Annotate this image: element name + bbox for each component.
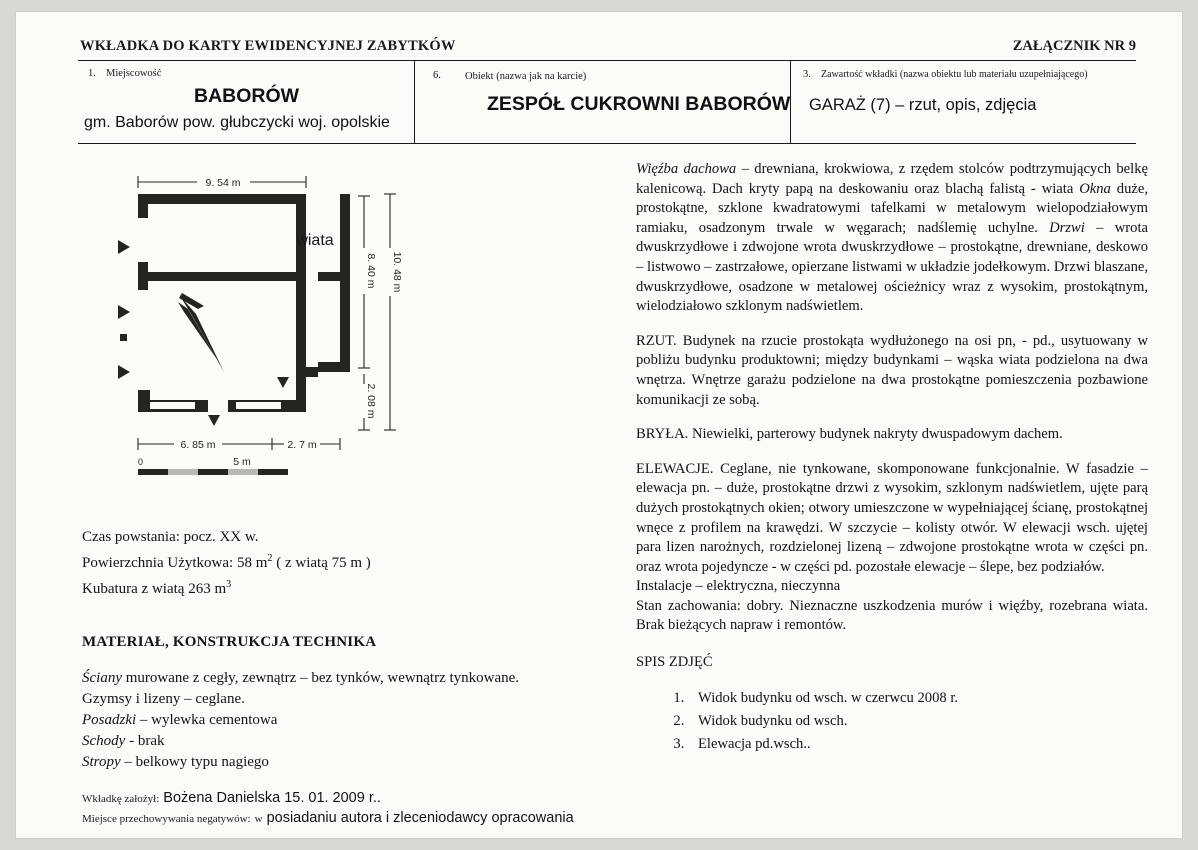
material-stairs xyxy=(82,731,622,752)
term-roof-truss: Więźba dachowa xyxy=(636,161,737,177)
cell-caption-locality: Miejscowość xyxy=(106,68,162,79)
term-doors: Drzwi xyxy=(1049,219,1085,236)
dimension-label-right-lower: 2. 08 m xyxy=(365,383,377,419)
view-marker-triangle-wiata xyxy=(277,377,289,388)
floor-plan-drawing xyxy=(112,162,412,492)
plan-label-wiata: wiata xyxy=(296,232,334,249)
paragraph-rzut: RZUT. Budynek na rzucie prostokąta wydłużonego na osi pn, - pd., usytuowany w pobliżu budynku produktowni; między budynkami – wąska wiata podzielona na dwa wnętrza. Wnętrze garażu podzielone na dwa prostokątne pomieszczenia pozbawione komunikacji ze sobą. xyxy=(636,332,1148,408)
header-cell-content xyxy=(790,61,1136,143)
footer-founder-row xyxy=(82,790,682,806)
cell-number-1: 1. xyxy=(88,68,96,79)
material-floors-term: Posadzki xyxy=(82,712,137,728)
content-description: GARAŻ (7) – rzut, opis, zdjęcia xyxy=(809,96,1037,114)
text-roof-truss: – drewniana, krokwiowa, z rzędem stolców podtrzymujących belkę kalenicową. Dach kryty papą na deskowaniu oraz blachą falistą - wiata xyxy=(636,161,1148,197)
photo-list-item: 3. Elewacja pd.wsch.. xyxy=(688,733,1148,755)
left-column xyxy=(82,527,622,773)
document-title: WKŁADKA DO KARTY EWIDENCYJNEJ ZABYTKÓW xyxy=(80,38,456,54)
material-floors xyxy=(82,710,622,731)
view-marker-triangle-south xyxy=(208,415,220,426)
wall-wiata-south-stub xyxy=(318,362,350,372)
opening-south-right xyxy=(236,402,281,409)
view-marker-triangle-3 xyxy=(118,365,130,379)
construction-date-line xyxy=(82,527,622,548)
locality-admin: gm. Baborów pow. głubczycki woj. opolskie xyxy=(84,114,390,131)
wall-wiata-east xyxy=(340,194,350,372)
negatives-label: Miejsce przechowywania negatywów: xyxy=(82,813,251,825)
paragraph-condition: Stan zachowania: dobry. Nieznaczne uszkodzenia murów i więźby, rozebrana wiata. Brak bieżących napraw i remontów. xyxy=(636,597,1148,634)
material-ceilings-desc: – belkowy typu nagiego xyxy=(120,754,269,770)
dimension-label-right-outer: 10. 48 m xyxy=(391,251,403,293)
floor-plan-svg xyxy=(112,162,412,492)
material-ceilings xyxy=(82,752,622,773)
dimension-label-bottom-right: 2. 7 m xyxy=(287,439,317,451)
material-walls-term: Ściany xyxy=(82,670,122,686)
footer-negatives-row xyxy=(82,810,682,826)
view-marker-triangle-2 xyxy=(118,305,130,319)
material-cornices-desc: Gzymsy i lizeny – ceglane. xyxy=(82,691,245,707)
paragraph-roof-windows-doors xyxy=(636,160,1148,317)
dimension-label-top: 9. 54 m xyxy=(205,177,241,189)
photo-list xyxy=(636,687,1148,755)
volume-exponent: 3 xyxy=(226,579,232,590)
wall-north xyxy=(138,194,306,204)
text-doors: – wrota dwuskrzydłowe i zdwojone wrota dwuskrzydłowe – prostokątne, drewniane, deskowo – listwowo – zastrzałowe, opierzane listwami w układzie jodełkowym. Drzwi blaszane, dwuskrzydłowe, osadzone w metalowej ościeżnicy wraz z wysokim, prostokątnym, wielodziałowo szklonym nadświetlem. xyxy=(636,219,1148,315)
material-cornices xyxy=(82,689,622,710)
founder-value: Bożena Danielska 15. 01. 2009 r.. xyxy=(163,790,381,806)
volume-value: Kubatura z wiatą 263 m xyxy=(82,581,227,597)
dimension-right-outer xyxy=(384,194,396,430)
header-table xyxy=(78,60,1136,144)
usable-area-with-shelter: ( z wiatą 75 m ) xyxy=(272,555,371,571)
negatives-value: posiadaniu autora i zleceniodawcy opracowania xyxy=(266,810,574,826)
header-cell-object xyxy=(414,61,790,143)
paragraph-installations: Instalacje – elektryczna, nieczynna xyxy=(636,578,841,595)
wall-internal-divider xyxy=(142,272,306,281)
volume-line xyxy=(82,574,622,600)
north-arrow-icon xyxy=(178,293,224,372)
usable-area-value: Powierzchnia Użytkowa: 58 m xyxy=(82,555,268,571)
paragraph-elewacje: ELEWACJE. Ceglane, nie tynkowane, skomponowane funkcjonalnie. W fasadzie – elewacja pn. – duże, prostokątne drzwi z wysokim, szklonym nadświetlem, ujęte parą dużych prostokątnych okien; otwory umieszczone w wypełniającej ścianę, prostokątnej wnęce z profilem na krawędzi. W szczycie – kolisty otwór. W elewacji wsch. ujętej para lizen narożnych, rozdzielonej lizeną – zdwojone prostokątne wrota w części pn. oraz wrota pojedyncze - w części pd. pozostałe elewacje – ślepe, bez podziałów. xyxy=(636,460,1148,575)
construction-date: Czas powstania: pocz. XX w. xyxy=(82,529,259,545)
material-floors-desc: – wylewka cementowa xyxy=(136,712,278,728)
wall-west-upper-stub xyxy=(138,194,148,218)
right-column xyxy=(636,160,1148,756)
material-stairs-term: Schody xyxy=(82,733,126,749)
footer xyxy=(82,790,682,830)
dimension-label-bottom-left: 6. 85 m xyxy=(180,439,216,451)
document-page xyxy=(16,12,1182,838)
cell-caption-object: Obiekt (nazwa jak na karcie) xyxy=(465,71,587,82)
annex-number: ZAŁĄCZNIK NR 9 xyxy=(1012,38,1136,54)
photo-list-heading: SPIS ZDJĘĆ xyxy=(636,654,713,671)
wall-wiata-divider xyxy=(318,272,350,281)
founder-label: Wkładkę założył: xyxy=(82,793,160,805)
photo-list-item: 1. Widok budynku od wsch. w czerwcu 2008 r. xyxy=(688,687,1148,709)
view-marker-triangle-1 xyxy=(118,240,130,254)
scale-label-five: 5 m xyxy=(233,456,251,468)
header-cell-locality xyxy=(78,61,414,143)
text-windows: duże, prostokątne, szklone kwadratowymi tafelkami w metalowym wielopodziałowym ramiaku, osadzonym trwale w węgarach; nadślemię uchylne. xyxy=(636,180,1148,236)
usable-area-line xyxy=(82,548,622,574)
cell-number-3: 3. xyxy=(803,69,811,80)
usable-area-exponent: 2 xyxy=(267,553,273,564)
view-marker-dot xyxy=(120,334,127,341)
negatives-prefix: w xyxy=(254,813,263,825)
opening-south-left xyxy=(150,402,195,409)
paragraph-bryla: BRYŁA. Niewielki, parterowy budynek nakryty dwuspadowym dachem. xyxy=(636,426,1063,443)
materials-section-heading: MATERIAŁ, KONSTRUKCJA TECHNIKA xyxy=(82,634,377,650)
locality-name: BABORÓW xyxy=(194,85,300,107)
material-ceilings-term: Stropy xyxy=(82,754,121,770)
object-name: ZESPÓŁ CUKROWNI BABORÓW xyxy=(487,93,791,115)
material-walls xyxy=(82,668,622,689)
cell-caption-content: Zawartość wkładki (nazwa obiektu lub materiału uzupełniającego) xyxy=(821,69,1088,80)
scale-bar xyxy=(138,469,288,475)
material-walls-desc: murowane z cegły, zewnątrz – bez tynków, wewnątrz tynkowane. xyxy=(121,670,520,686)
cell-number-6: 6. xyxy=(433,70,441,81)
material-stairs-desc: - brak xyxy=(125,733,165,749)
term-windows: Okna xyxy=(1079,180,1111,197)
dimension-label-right-inner: 8. 40 m xyxy=(365,253,377,289)
wall-east-lower-stub xyxy=(296,367,318,377)
scale-label-zero: 0 xyxy=(138,457,144,467)
photo-list-item: 2. Widok budynku od wsch. xyxy=(688,710,1148,732)
